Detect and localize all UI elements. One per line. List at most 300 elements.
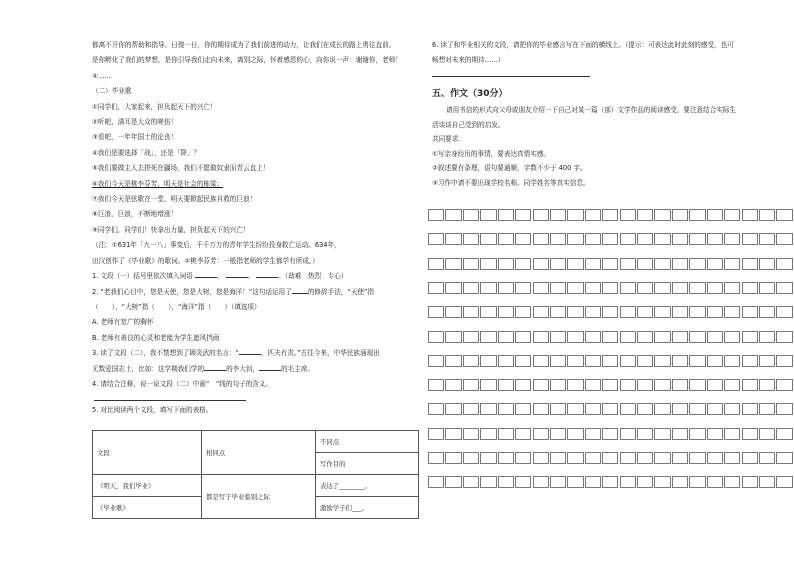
requirement-3: ③习作中请不要出现学校名称、同学姓名等真实信息。: [432, 178, 590, 187]
grid-cell[interactable]: [707, 403, 723, 415]
grid-cell[interactable]: [724, 331, 740, 343]
grid-cell[interactable]: [672, 355, 688, 367]
grid-cell[interactable]: [463, 476, 479, 488]
grid-cell[interactable]: [550, 233, 566, 245]
grid-cell[interactable]: [776, 209, 792, 221]
grid-cell[interactable]: [515, 452, 531, 464]
grid-cell[interactable]: [585, 379, 601, 391]
grid-cell[interactable]: [567, 452, 583, 464]
grid-cell[interactable]: [585, 258, 601, 270]
grid-cell[interactable]: [707, 258, 723, 270]
grid-cell[interactable]: [480, 233, 496, 245]
grid-cell[interactable]: [707, 233, 723, 245]
option-a: A. 老师有宽广的胸怀: [92, 318, 154, 327]
answer-blank[interactable]: [195, 270, 217, 278]
grid-cell[interactable]: [515, 379, 531, 391]
passage-line: ③看吧，一年年国土的沦丧！: [92, 133, 178, 142]
grid-cell[interactable]: [637, 258, 653, 270]
grid-cell[interactable]: [533, 355, 549, 367]
grid-cell[interactable]: [759, 379, 775, 391]
grid-cell[interactable]: [620, 233, 636, 245]
grid-cell[interactable]: [637, 355, 653, 367]
passage-line: ①同学们，大家起来，担负起天下的兴亡！: [92, 102, 217, 111]
grid-cell[interactable]: [759, 209, 775, 221]
grid-cell[interactable]: [533, 209, 549, 221]
grid-cell[interactable]: [585, 355, 601, 367]
grid-cell[interactable]: [742, 258, 758, 270]
grid-cell[interactable]: [480, 282, 496, 294]
grid-cell[interactable]: [498, 331, 514, 343]
grid-cell[interactable]: [567, 476, 583, 488]
grid-cell[interactable]: [445, 379, 461, 391]
grid-cell[interactable]: [428, 379, 444, 391]
table-cell-row1-name: 《明天，我们毕业》: [93, 475, 202, 497]
grid-cell[interactable]: [445, 258, 461, 270]
passage-line: ⑤我们要做主人去拼死在疆场，我们不愿做奴隶而青云直上！: [92, 164, 270, 173]
passage-line: ⑧巨浪，巨浪，不断地增涨！: [92, 210, 178, 219]
passage-line: ⑨同学们，同学们！快拿出力量，担负起天下的兴亡！: [92, 225, 250, 234]
grid-cell[interactable]: [515, 331, 531, 343]
grid-cell[interactable]: [445, 209, 461, 221]
grid-cell[interactable]: [602, 452, 618, 464]
grid-cell[interactable]: [428, 428, 444, 440]
grid-cell[interactable]: [776, 379, 792, 391]
grid-cell[interactable]: [654, 233, 670, 245]
grid-cell[interactable]: [445, 233, 461, 245]
grid-row: [428, 233, 794, 245]
grid-cell[interactable]: [533, 452, 549, 464]
grid-cell[interactable]: [533, 306, 549, 318]
grid-cell[interactable]: [463, 331, 479, 343]
grid-cell[interactable]: [550, 209, 566, 221]
answer-blank[interactable]: [292, 286, 308, 294]
grid-cell[interactable]: [742, 306, 758, 318]
grid-cell[interactable]: [776, 306, 792, 318]
grid-cell[interactable]: [672, 306, 688, 318]
grid-cell[interactable]: [585, 306, 601, 318]
grid-cell[interactable]: [463, 282, 479, 294]
grid-cell[interactable]: [585, 476, 601, 488]
grid-cell[interactable]: [654, 355, 670, 367]
grid-cell[interactable]: [689, 282, 705, 294]
grid-cell[interactable]: [428, 258, 444, 270]
grid-cell[interactable]: [672, 452, 688, 464]
grid-cell[interactable]: [480, 452, 496, 464]
grid-cell[interactable]: [689, 258, 705, 270]
grid-cell[interactable]: [428, 306, 444, 318]
grid-cell[interactable]: [480, 209, 496, 221]
grid-cell[interactable]: [533, 403, 549, 415]
grid-cell[interactable]: [550, 355, 566, 367]
grid-cell[interactable]: [498, 355, 514, 367]
table-header-purpose: 写作目的: [316, 453, 419, 475]
grid-cell[interactable]: [480, 331, 496, 343]
grid-cell[interactable]: [602, 258, 618, 270]
grid-cell[interactable]: [480, 476, 496, 488]
grid-cell[interactable]: [742, 428, 758, 440]
grid-cell[interactable]: [567, 403, 583, 415]
grid-cell[interactable]: [689, 331, 705, 343]
grid-cell[interactable]: [759, 476, 775, 488]
grid-cell[interactable]: [689, 233, 705, 245]
grid-cell[interactable]: [689, 452, 705, 464]
grid-cell[interactable]: [602, 306, 618, 318]
grid-cell[interactable]: [602, 233, 618, 245]
grid-cell[interactable]: [637, 403, 653, 415]
grid-cell[interactable]: [567, 331, 583, 343]
grid-cell[interactable]: [515, 476, 531, 488]
answer-line[interactable]: [94, 392, 246, 401]
grid-cell[interactable]: [550, 476, 566, 488]
grid-cell[interactable]: [445, 476, 461, 488]
grid-cell[interactable]: [567, 209, 583, 221]
grid-cell[interactable]: [742, 331, 758, 343]
grid-cell[interactable]: [515, 282, 531, 294]
grid-cell[interactable]: [724, 476, 740, 488]
grid-cell[interactable]: [602, 331, 618, 343]
grid-cell[interactable]: [567, 428, 583, 440]
grid-cell[interactable]: [445, 355, 461, 367]
grid-cell[interactable]: [637, 428, 653, 440]
grid-cell[interactable]: [445, 403, 461, 415]
grid-cell[interactable]: [620, 306, 636, 318]
grid-cell[interactable]: [550, 306, 566, 318]
grid-cell[interactable]: [672, 209, 688, 221]
grid-cell[interactable]: [759, 331, 775, 343]
grid-cell[interactable]: [672, 379, 688, 391]
grid-cell[interactable]: [759, 452, 775, 464]
grid-cell[interactable]: [742, 233, 758, 245]
grid-cell[interactable]: [498, 258, 514, 270]
answer-blank[interactable]: [256, 270, 278, 278]
grid-cell[interactable]: [654, 428, 670, 440]
grid-cell[interactable]: [550, 452, 566, 464]
grid-cell[interactable]: [428, 331, 444, 343]
grid-cell[interactable]: [585, 452, 601, 464]
grid-cell[interactable]: [654, 379, 670, 391]
table-cell-row2-diff[interactable]: 激励学子们___。: [316, 497, 419, 519]
passage-line: ④……: [92, 71, 112, 80]
grid-cell[interactable]: [672, 258, 688, 270]
grid-cell[interactable]: [498, 452, 514, 464]
section-heading: （二）毕业歌: [92, 87, 132, 96]
passage-line: ④我们是要选择「战」，还是「降」？: [92, 148, 201, 157]
grid-cell[interactable]: [620, 379, 636, 391]
grid-cell[interactable]: [742, 476, 758, 488]
grid-cell[interactable]: [742, 452, 758, 464]
grid-cell[interactable]: [776, 476, 792, 488]
grid-cell[interactable]: [689, 306, 705, 318]
grid-cell[interactable]: [550, 379, 566, 391]
grid-cell[interactable]: [742, 209, 758, 221]
grid-cell[interactable]: [707, 476, 723, 488]
grid-cell[interactable]: [585, 403, 601, 415]
grid-cell[interactable]: [567, 306, 583, 318]
grid-cell[interactable]: [498, 306, 514, 318]
grid-cell[interactable]: [724, 379, 740, 391]
requirement-1: ①写亲身经历的事情，要表达真情实感。: [432, 149, 551, 158]
grid-cell[interactable]: [602, 428, 618, 440]
grid-cell[interactable]: [498, 282, 514, 294]
grid-cell[interactable]: [654, 209, 670, 221]
table-cell-same: 都是写于毕业临别之际: [202, 475, 316, 519]
grid-cell[interactable]: [445, 306, 461, 318]
grid-cell[interactable]: [428, 452, 444, 464]
grid-cell[interactable]: [654, 452, 670, 464]
grid-cell[interactable]: [533, 282, 549, 294]
grid-cell[interactable]: [759, 306, 775, 318]
grid-cell[interactable]: [498, 209, 514, 221]
answer-line[interactable]: [432, 69, 590, 77]
grid-cell[interactable]: [620, 452, 636, 464]
grid-cell[interactable]: [672, 233, 688, 245]
grid-cell[interactable]: [637, 282, 653, 294]
grid-cell[interactable]: [550, 331, 566, 343]
grid-cell[interactable]: [533, 379, 549, 391]
grid-cell[interactable]: [742, 282, 758, 294]
grid-cell[interactable]: [428, 403, 444, 415]
grid-cell[interactable]: [602, 209, 618, 221]
grid-cell[interactable]: [689, 355, 705, 367]
grid-cell[interactable]: [759, 233, 775, 245]
grid-cell[interactable]: [654, 282, 670, 294]
grid-cell[interactable]: [637, 379, 653, 391]
comparison-table: [92, 430, 419, 519]
grid-cell[interactable]: [759, 258, 775, 270]
grid-cell[interactable]: [515, 403, 531, 415]
grid-cell[interactable]: [585, 233, 601, 245]
grid-cell[interactable]: [428, 476, 444, 488]
grid-cell[interactable]: [776, 258, 792, 270]
table-cell-row2-name: 《毕业歌》: [93, 497, 202, 519]
grid-cell[interactable]: [445, 331, 461, 343]
grid-cell[interactable]: [620, 209, 636, 221]
grid-cell[interactable]: [463, 209, 479, 221]
grid-cell[interactable]: [707, 379, 723, 391]
grid-cell[interactable]: [480, 379, 496, 391]
passage-line: ⑦我们今天是弦歌在一堂，明天要掀起民族自救的巨浪！: [92, 195, 257, 204]
grid-cell[interactable]: [602, 282, 618, 294]
grid-cell[interactable]: [445, 282, 461, 294]
grid-cell[interactable]: [742, 355, 758, 367]
question-2-line2: （ ），“大树”指（ ），“海洋”指（ ）（填选项）: [92, 302, 261, 311]
grid-cell[interactable]: [428, 355, 444, 367]
grid-cell[interactable]: [707, 282, 723, 294]
grid-cell[interactable]: [585, 282, 601, 294]
grid-cell[interactable]: [498, 379, 514, 391]
grid-cell[interactable]: [637, 209, 653, 221]
grid-cell[interactable]: [724, 258, 740, 270]
grid-cell[interactable]: [724, 403, 740, 415]
requirement-2: ②叙述要有条理，语句要通顺，字数不少于 400 字。: [432, 164, 587, 172]
grid-cell[interactable]: [707, 428, 723, 440]
grid-cell[interactable]: [776, 452, 792, 464]
grid-cell[interactable]: [672, 403, 688, 415]
answer-blank[interactable]: [239, 347, 261, 355]
grid-cell[interactable]: [689, 209, 705, 221]
left-column: [92, 38, 422, 419]
grid-cell[interactable]: [498, 233, 514, 245]
grid-cell[interactable]: [707, 306, 723, 318]
grid-cell[interactable]: [480, 306, 496, 318]
grid-cell[interactable]: [759, 403, 775, 415]
grid-cell[interactable]: [515, 209, 531, 221]
grid-cell[interactable]: [724, 428, 740, 440]
option-b: B. 老师有善良的心灵和老能为学生遮风挡雨: [92, 333, 220, 342]
grid-row: [428, 428, 794, 440]
grid-cell[interactable]: [689, 403, 705, 415]
grid-cell[interactable]: [428, 209, 444, 221]
grid-cell[interactable]: [498, 428, 514, 440]
grid-cell[interactable]: [515, 258, 531, 270]
grid-cell[interactable]: [567, 282, 583, 294]
grid-cell[interactable]: [637, 452, 653, 464]
grid-cell[interactable]: [463, 258, 479, 270]
grid-cell[interactable]: [463, 355, 479, 367]
grid-cell[interactable]: [742, 403, 758, 415]
grid-row: [428, 355, 794, 367]
grid-cell[interactable]: [585, 209, 601, 221]
grid-cell[interactable]: [620, 282, 636, 294]
question-1: 1. 文段（一）括号里依次填入词语 、 、 。（劫难 热烈 专心）: [92, 272, 348, 281]
grid-cell[interactable]: [463, 379, 479, 391]
grid-cell[interactable]: [759, 282, 775, 294]
grid-row: [428, 258, 794, 270]
grid-cell[interactable]: [480, 258, 496, 270]
grid-cell[interactable]: [620, 355, 636, 367]
grid-cell[interactable]: [498, 403, 514, 415]
grid-cell[interactable]: [602, 355, 618, 367]
grid-cell[interactable]: [602, 379, 618, 391]
grid-cell[interactable]: [515, 306, 531, 318]
grid-cell[interactable]: [724, 452, 740, 464]
grid-cell[interactable]: [428, 233, 444, 245]
grid-cell[interactable]: [724, 306, 740, 318]
grid-cell[interactable]: [776, 428, 792, 440]
grid-cell[interactable]: [620, 331, 636, 343]
grid-cell[interactable]: [637, 476, 653, 488]
grid-cell[interactable]: [567, 355, 583, 367]
question-6: 6. 读了和毕业相关的文段，请把你的毕业感言写在下面的横线上。（提示：可表达此时此刻的感受，也可: [432, 41, 734, 49]
grid-cell[interactable]: [637, 306, 653, 318]
grid-cell[interactable]: [480, 355, 496, 367]
grid-cell[interactable]: [759, 355, 775, 367]
table-cell-row1-diff[interactable]: 表达了________。: [316, 475, 419, 497]
grid-row: [428, 306, 794, 318]
grid-cell[interactable]: [620, 476, 636, 488]
grid-cell[interactable]: [533, 258, 549, 270]
grid-cell[interactable]: [776, 282, 792, 294]
grid-cell[interactable]: [724, 355, 740, 367]
writing-grid[interactable]: [428, 209, 794, 501]
grid-cell[interactable]: [759, 428, 775, 440]
grid-cell[interactable]: [498, 476, 514, 488]
grid-cell[interactable]: [602, 476, 618, 488]
grid-cell[interactable]: [428, 282, 444, 294]
grid-cell[interactable]: [533, 331, 549, 343]
grid-cell[interactable]: [776, 331, 792, 343]
answer-blank[interactable]: [226, 270, 248, 278]
grid-cell[interactable]: [515, 355, 531, 367]
grid-cell[interactable]: [550, 428, 566, 440]
grid-row: [428, 403, 794, 415]
grid-cell[interactable]: [480, 428, 496, 440]
table-header-same: 相同点: [202, 431, 316, 475]
grid-cell[interactable]: [724, 209, 740, 221]
grid-cell[interactable]: [463, 403, 479, 415]
grid-cell[interactable]: [620, 428, 636, 440]
note-line: （注：①631年「九一八」事变后，千千万万的青年学生纷纷投身救亡运动。634年，: [92, 241, 341, 250]
grid-cell[interactable]: [637, 233, 653, 245]
grid-cell[interactable]: [567, 233, 583, 245]
grid-cell[interactable]: [654, 403, 670, 415]
grid-cell[interactable]: [707, 452, 723, 464]
grid-cell[interactable]: [533, 476, 549, 488]
right-column: [432, 38, 762, 190]
grid-cell[interactable]: [707, 355, 723, 367]
grid-cell[interactable]: [567, 379, 583, 391]
grid-cell[interactable]: [445, 428, 461, 440]
grid-cell[interactable]: [776, 355, 792, 367]
grid-cell[interactable]: [742, 379, 758, 391]
grid-cell[interactable]: [707, 209, 723, 221]
grid-cell[interactable]: [533, 428, 549, 440]
grid-cell[interactable]: [689, 476, 705, 488]
grid-cell[interactable]: [585, 331, 601, 343]
grid-cell[interactable]: [724, 233, 740, 245]
answer-blank[interactable]: [204, 363, 226, 371]
grid-cell[interactable]: [445, 452, 461, 464]
grid-cell[interactable]: [620, 403, 636, 415]
grid-cell[interactable]: [654, 306, 670, 318]
grid-cell[interactable]: [515, 233, 531, 245]
grid-cell[interactable]: [463, 306, 479, 318]
grid-cell[interactable]: [480, 403, 496, 415]
grid-cell[interactable]: [654, 476, 670, 488]
answer-blank[interactable]: [259, 363, 281, 371]
grid-cell[interactable]: [550, 258, 566, 270]
grid-cell[interactable]: [672, 331, 688, 343]
note-line: 田汉创作了《毕业歌》的歌词。②桃李芬芳：一般指老师的学生都学有所成。）: [92, 256, 319, 265]
grid-cell[interactable]: [654, 258, 670, 270]
grid-cell[interactable]: [463, 452, 479, 464]
grid-cell[interactable]: [585, 428, 601, 440]
grid-cell[interactable]: [672, 428, 688, 440]
grid-row: [428, 379, 794, 391]
grid-cell[interactable]: [550, 403, 566, 415]
grid-cell[interactable]: [672, 476, 688, 488]
table-header-passage: 文段: [93, 431, 202, 475]
grid-cell[interactable]: [602, 403, 618, 415]
grid-cell[interactable]: [533, 233, 549, 245]
grid-cell[interactable]: [620, 258, 636, 270]
grid-cell[interactable]: [776, 403, 792, 415]
grid-cell[interactable]: [689, 379, 705, 391]
grid-cell[interactable]: [776, 233, 792, 245]
grid-cell[interactable]: [515, 428, 531, 440]
grid-cell[interactable]: [567, 258, 583, 270]
grid-cell[interactable]: [724, 282, 740, 294]
passage-line: ②听吧，满耳是大众的嗟伤！: [92, 118, 178, 127]
grid-cell[interactable]: [637, 331, 653, 343]
grid-cell[interactable]: [707, 331, 723, 343]
grid-cell[interactable]: [672, 282, 688, 294]
grid-cell[interactable]: [654, 331, 670, 343]
grid-cell[interactable]: [689, 428, 705, 440]
grid-cell[interactable]: [550, 282, 566, 294]
grid-cell[interactable]: [463, 233, 479, 245]
grid-cell[interactable]: [463, 428, 479, 440]
